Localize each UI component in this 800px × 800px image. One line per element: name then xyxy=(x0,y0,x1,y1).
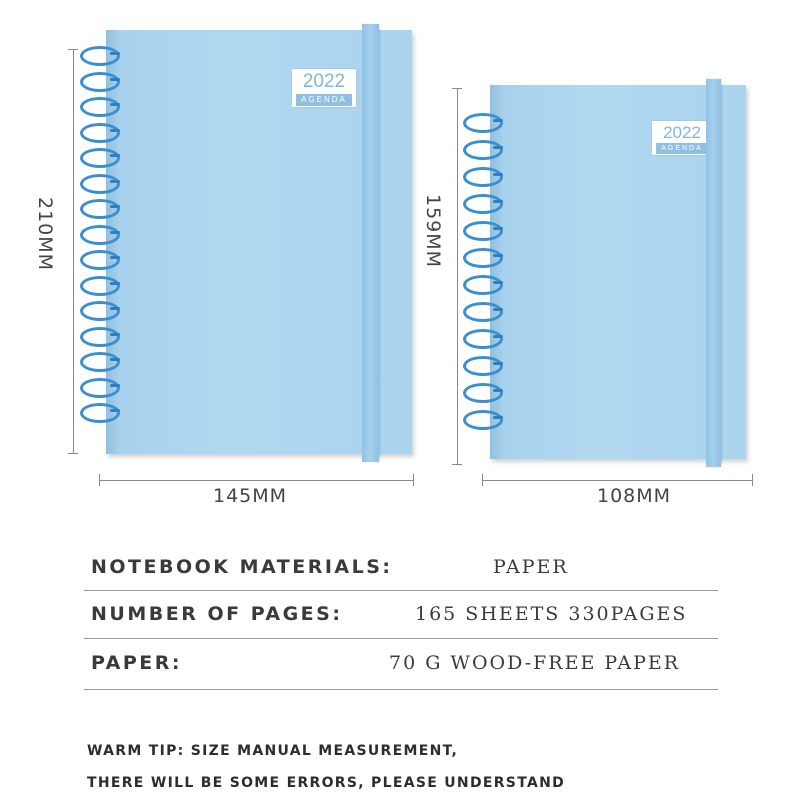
spiral-ring-tail xyxy=(493,200,503,203)
spiral-ring xyxy=(80,72,120,92)
spiral-ring xyxy=(463,167,503,187)
spiral-ring xyxy=(80,97,120,117)
warm-tip-line-1: WARM TIP: SIZE MANUAL MEASUREMENT, xyxy=(87,743,459,759)
spiral-ring xyxy=(463,410,503,430)
small-width-line xyxy=(482,480,752,481)
spiral-ring xyxy=(463,329,503,349)
small-height-tick-bottom xyxy=(452,464,462,465)
spiral-ring xyxy=(80,403,120,423)
large-width-line xyxy=(99,480,413,481)
spiral-ring-tail xyxy=(110,103,120,106)
large-width-tick-right xyxy=(413,474,414,486)
large-elastic-band xyxy=(362,24,379,462)
spiral-ring-tail xyxy=(110,129,120,132)
spiral-ring-tail xyxy=(110,231,120,234)
spiral-ring xyxy=(463,302,503,322)
spiral-ring-tail xyxy=(493,119,503,122)
spiral-ring xyxy=(463,221,503,241)
spiral-ring-tail xyxy=(110,52,120,55)
spiral-ring xyxy=(80,199,120,219)
small-width-tick-right xyxy=(752,474,753,486)
small-notebook-cover xyxy=(490,85,746,459)
small-height-line xyxy=(457,88,458,464)
spiral-ring xyxy=(80,225,120,245)
large-cover-label xyxy=(292,69,356,107)
spiral-ring xyxy=(80,174,120,194)
large-height-label: 210MM xyxy=(34,197,56,272)
spiral-ring-tail xyxy=(493,335,503,338)
spiral-ring-tail xyxy=(493,146,503,149)
spiral-ring xyxy=(463,383,503,403)
spiral-ring xyxy=(80,378,120,398)
spiral-ring xyxy=(80,250,120,270)
spiral-ring-tail xyxy=(493,389,503,392)
spiral-ring xyxy=(80,327,120,347)
spec-key-pages: NUMBER OF PAGES: xyxy=(91,603,343,625)
small-cover-year: 2022 xyxy=(663,123,701,142)
spec-value-pages: 165 SHEETS 330PAGES xyxy=(415,603,688,625)
large-height-line xyxy=(73,49,74,453)
large-notebook-cover xyxy=(106,30,412,454)
small-width-label: 108MM xyxy=(597,485,672,507)
spec-value-paper: 70 G WOOD-FREE PAPER xyxy=(389,652,681,674)
large-width-label: 145MM xyxy=(213,485,288,507)
spiral-ring xyxy=(463,113,503,133)
spiral-ring xyxy=(463,140,503,160)
spiral-ring-tail xyxy=(110,358,120,361)
spiral-ring-tail xyxy=(110,384,120,387)
spec-value-materials: PAPER xyxy=(493,556,569,578)
spiral-ring-tail xyxy=(493,173,503,176)
small-cover-label xyxy=(652,121,712,155)
spiral-ring-tail xyxy=(110,180,120,183)
spiral-ring xyxy=(80,301,120,321)
warm-tip-line-2: THERE WILL BE SOME ERRORS, PLEASE UNDERSTAND xyxy=(87,775,566,791)
small-elastic-band xyxy=(706,79,721,467)
spiral-ring-tail xyxy=(493,416,503,419)
spiral-ring-tail xyxy=(110,282,120,285)
spiral-ring-tail xyxy=(493,227,503,230)
spiral-ring-tail xyxy=(110,409,120,412)
spec-divider-2 xyxy=(84,638,718,639)
small-height-label: 159MM xyxy=(422,194,444,269)
spiral-ring-tail xyxy=(110,154,120,157)
spiral-ring-tail xyxy=(493,308,503,311)
spiral-ring xyxy=(463,275,503,295)
spiral-ring-tail xyxy=(493,281,503,284)
spiral-ring xyxy=(80,148,120,168)
spec-divider-3 xyxy=(84,689,718,690)
large-cover-subtitle: AGENDA xyxy=(296,94,352,106)
spiral-ring xyxy=(80,46,120,66)
spiral-ring-tail xyxy=(110,256,120,259)
large-cover-year: 2022 xyxy=(302,71,346,92)
spiral-ring-tail xyxy=(493,362,503,365)
spiral-ring-tail xyxy=(110,205,120,208)
spiral-ring-tail xyxy=(493,254,503,257)
spiral-ring xyxy=(463,248,503,268)
spiral-ring xyxy=(80,276,120,296)
spec-key-materials: NOTEBOOK MATERIALS: xyxy=(91,556,393,578)
spiral-ring-tail xyxy=(110,307,120,310)
spiral-ring xyxy=(463,194,503,214)
spec-divider-1 xyxy=(84,590,718,591)
spiral-ring xyxy=(80,352,120,372)
spiral-ring xyxy=(80,123,120,143)
spiral-ring-tail xyxy=(110,333,120,336)
small-cover-subtitle: AGENDA xyxy=(656,143,708,154)
spiral-ring xyxy=(463,356,503,376)
large-height-tick-bottom xyxy=(68,453,78,454)
spec-key-paper: PAPER: xyxy=(91,652,183,674)
spiral-ring-tail xyxy=(110,78,120,81)
